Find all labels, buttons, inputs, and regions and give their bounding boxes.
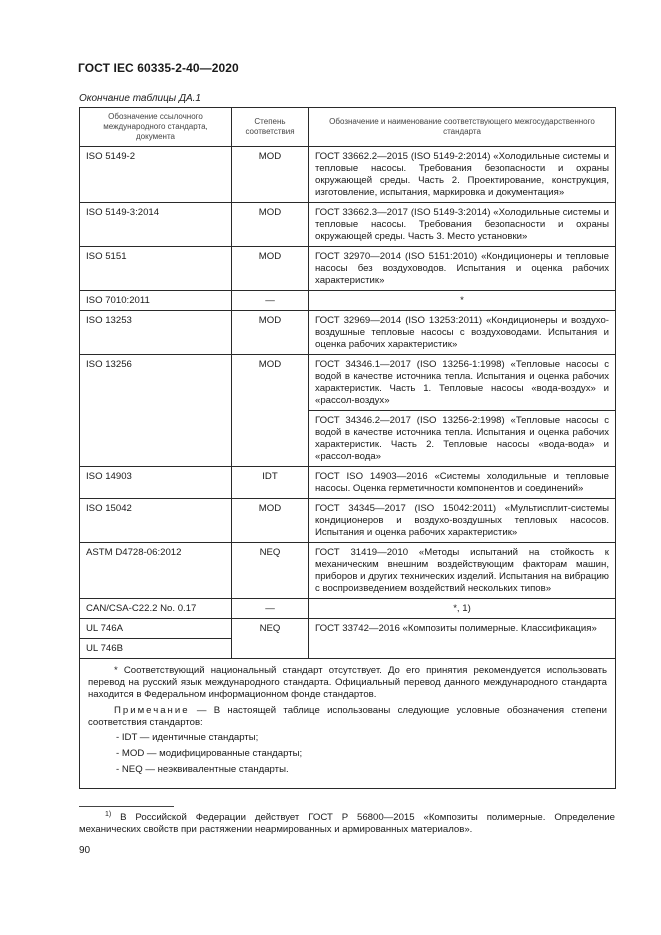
degree-cell: MOD	[232, 311, 309, 355]
standard-cell: ГОСТ ISO 14903—2016 «Системы холодильные и тепловые насосы. Оценка герметичности компонентов и соединений»	[309, 467, 616, 499]
standard-cell: *	[309, 291, 616, 311]
note-item: - MOD — модифицированные стандарты;	[116, 748, 303, 759]
degree-cell: —	[232, 599, 309, 619]
standard-cell: ГОСТ 31419—2010 «Методы испытаний на стойкость к механическим внешним воздействующим факторам машин, приборов и других технических изделий. Испытания на вибрацию с воспроизведением воздействий нескольких типов»	[309, 543, 616, 599]
table-row	[80, 247, 616, 291]
table-row	[80, 619, 616, 639]
table-row	[80, 203, 616, 247]
table-row	[80, 499, 616, 543]
note-list	[116, 732, 607, 776]
degree-cell: —	[232, 291, 309, 311]
column-header-ref: Обозначение ссылочного международного стандарта, документа	[80, 108, 232, 147]
table-row	[80, 147, 616, 203]
ref-cell: UL 746A	[80, 619, 232, 639]
table-row	[80, 355, 616, 411]
ref-cell: ISO 13253	[80, 311, 232, 355]
table-note	[88, 705, 607, 729]
table-row	[80, 543, 616, 599]
footnote-divider	[79, 806, 174, 807]
standard-cell: ГОСТ 32970—2014 (ISO 5151:2010) «Кондиционеры и тепловые насосы без воздуховодов. Испытания и оценка рабочих характеристик»	[309, 247, 616, 291]
table-footnote-cell	[80, 659, 616, 789]
ref-cell: ASTM D4728-06:2012	[80, 543, 232, 599]
ref-cell: ISO 14903	[80, 467, 232, 499]
ref-cell: ISO 15042	[80, 499, 232, 543]
footnote-marker: 1)	[105, 810, 112, 818]
degree-cell: MOD	[232, 203, 309, 247]
document-title: ГОСТ IEC 60335-2-40—2020	[78, 61, 239, 75]
degree-cell: MOD	[232, 355, 309, 467]
degree-cell: IDT	[232, 467, 309, 499]
table-row	[80, 599, 616, 619]
note-item: - NEQ — неэквивалентные стандарты.	[116, 764, 289, 775]
degree-cell: MOD	[232, 147, 309, 203]
page-footnote-text: В Российской Федерации действует ГОСТ Р 56800—2015 «Композиты полимерные. Определение механических свойств при растяжении неармированных и армированных материалов».	[79, 812, 615, 835]
table-footnote-text: * Соответствующий национальный стандарт отсутствует. До его принятия рекомендуется использовать перевод на русский язык международного стандарта. Официальный перевод данного международного стандарта находится в Федеральном информационном фонде стандартов.	[88, 665, 607, 700]
degree-cell: NEQ	[232, 619, 309, 659]
standards-table	[79, 107, 616, 789]
note-label: Примечание	[114, 705, 190, 716]
table-footnote-row	[80, 659, 616, 789]
degree-cell: MOD	[232, 499, 309, 543]
ref-cell: ISO 7010:2011	[80, 291, 232, 311]
ref-cell: UL 746B	[80, 639, 232, 659]
degree-cell: NEQ	[232, 543, 309, 599]
note-item: - IDT — идентичные стандарты;	[116, 732, 259, 743]
ref-cell: ISO 5149-2	[80, 147, 232, 203]
standard-cell: *, 1)	[309, 599, 616, 619]
note-text: — В настоящей таблице использованы следующие условные обозначения степени соответствия стандартов:	[88, 705, 607, 728]
standard-cell: ГОСТ 32969—2014 (ISO 13253:2011) «Кондиционеры и воздухо-воздушные тепловые насосы с воздуховодами. Испытания и оценка рабочих характеристик»	[309, 311, 616, 355]
standard-cell: ГОСТ 34345—2017 (ISO 15042:2011) «Мультисплит-системы кондиционеров и воздухо-воздушных тепловых насосов. Испытания и оценка рабочих характеристик»	[309, 499, 616, 543]
ref-cell: ISO 5151	[80, 247, 232, 291]
ref-cell: CAN/CSA-C22.2 No. 0.17	[80, 599, 232, 619]
column-header-standard: Обозначение и наименование соответствующего межгосударственного стандарта	[309, 108, 616, 147]
page-footnote	[79, 812, 615, 836]
ref-cell: ISO 13256	[80, 355, 232, 467]
standard-cell: ГОСТ 34346.2—2017 (ISO 13256-2:1998) «Тепловые насосы с водой в качестве источника тепла. Испытания и оценка рабочих характеристик. Часть 2. Тепловые насосы «вода-вода» и «рассол-вода»	[309, 411, 616, 467]
table-row	[80, 311, 616, 355]
standard-cell: ГОСТ 33662.2—2015 (ISO 5149-2:2014) «Холодильные системы и тепловые насосы. Требования безопасности и охраны окружающей среды. Часть 2. Проектирование, конструкция, изготовление, испытания, маркировка и документация»	[309, 147, 616, 203]
ref-cell: ISO 5149-3:2014	[80, 203, 232, 247]
column-header-degree: Степень соответствия	[232, 108, 309, 147]
table-caption: Окончание таблицы ДА.1	[79, 93, 201, 104]
table-row	[80, 291, 616, 311]
standard-cell: ГОСТ 33742—2016 «Композиты полимерные. Классификация»	[309, 619, 616, 659]
degree-cell: MOD	[232, 247, 309, 291]
standard-cell: ГОСТ 33662.3—2017 (ISO 5149-3:2014) «Холодильные системы и тепловые насосы. Требования безопасности и охраны окружающей среды. Часть 3. Место установки»	[309, 203, 616, 247]
page-number: 90	[79, 845, 91, 856]
table-header-row	[80, 108, 616, 147]
table-row	[80, 467, 616, 499]
standard-cell: ГОСТ 34346.1—2017 (ISO 13256-1:1998) «Тепловые насосы с водой в качестве источника тепла. Испытания и оценка рабочих характеристик. Часть 1. Тепловые насосы «вода-воздух» и «рассол-воздух»	[309, 355, 616, 411]
